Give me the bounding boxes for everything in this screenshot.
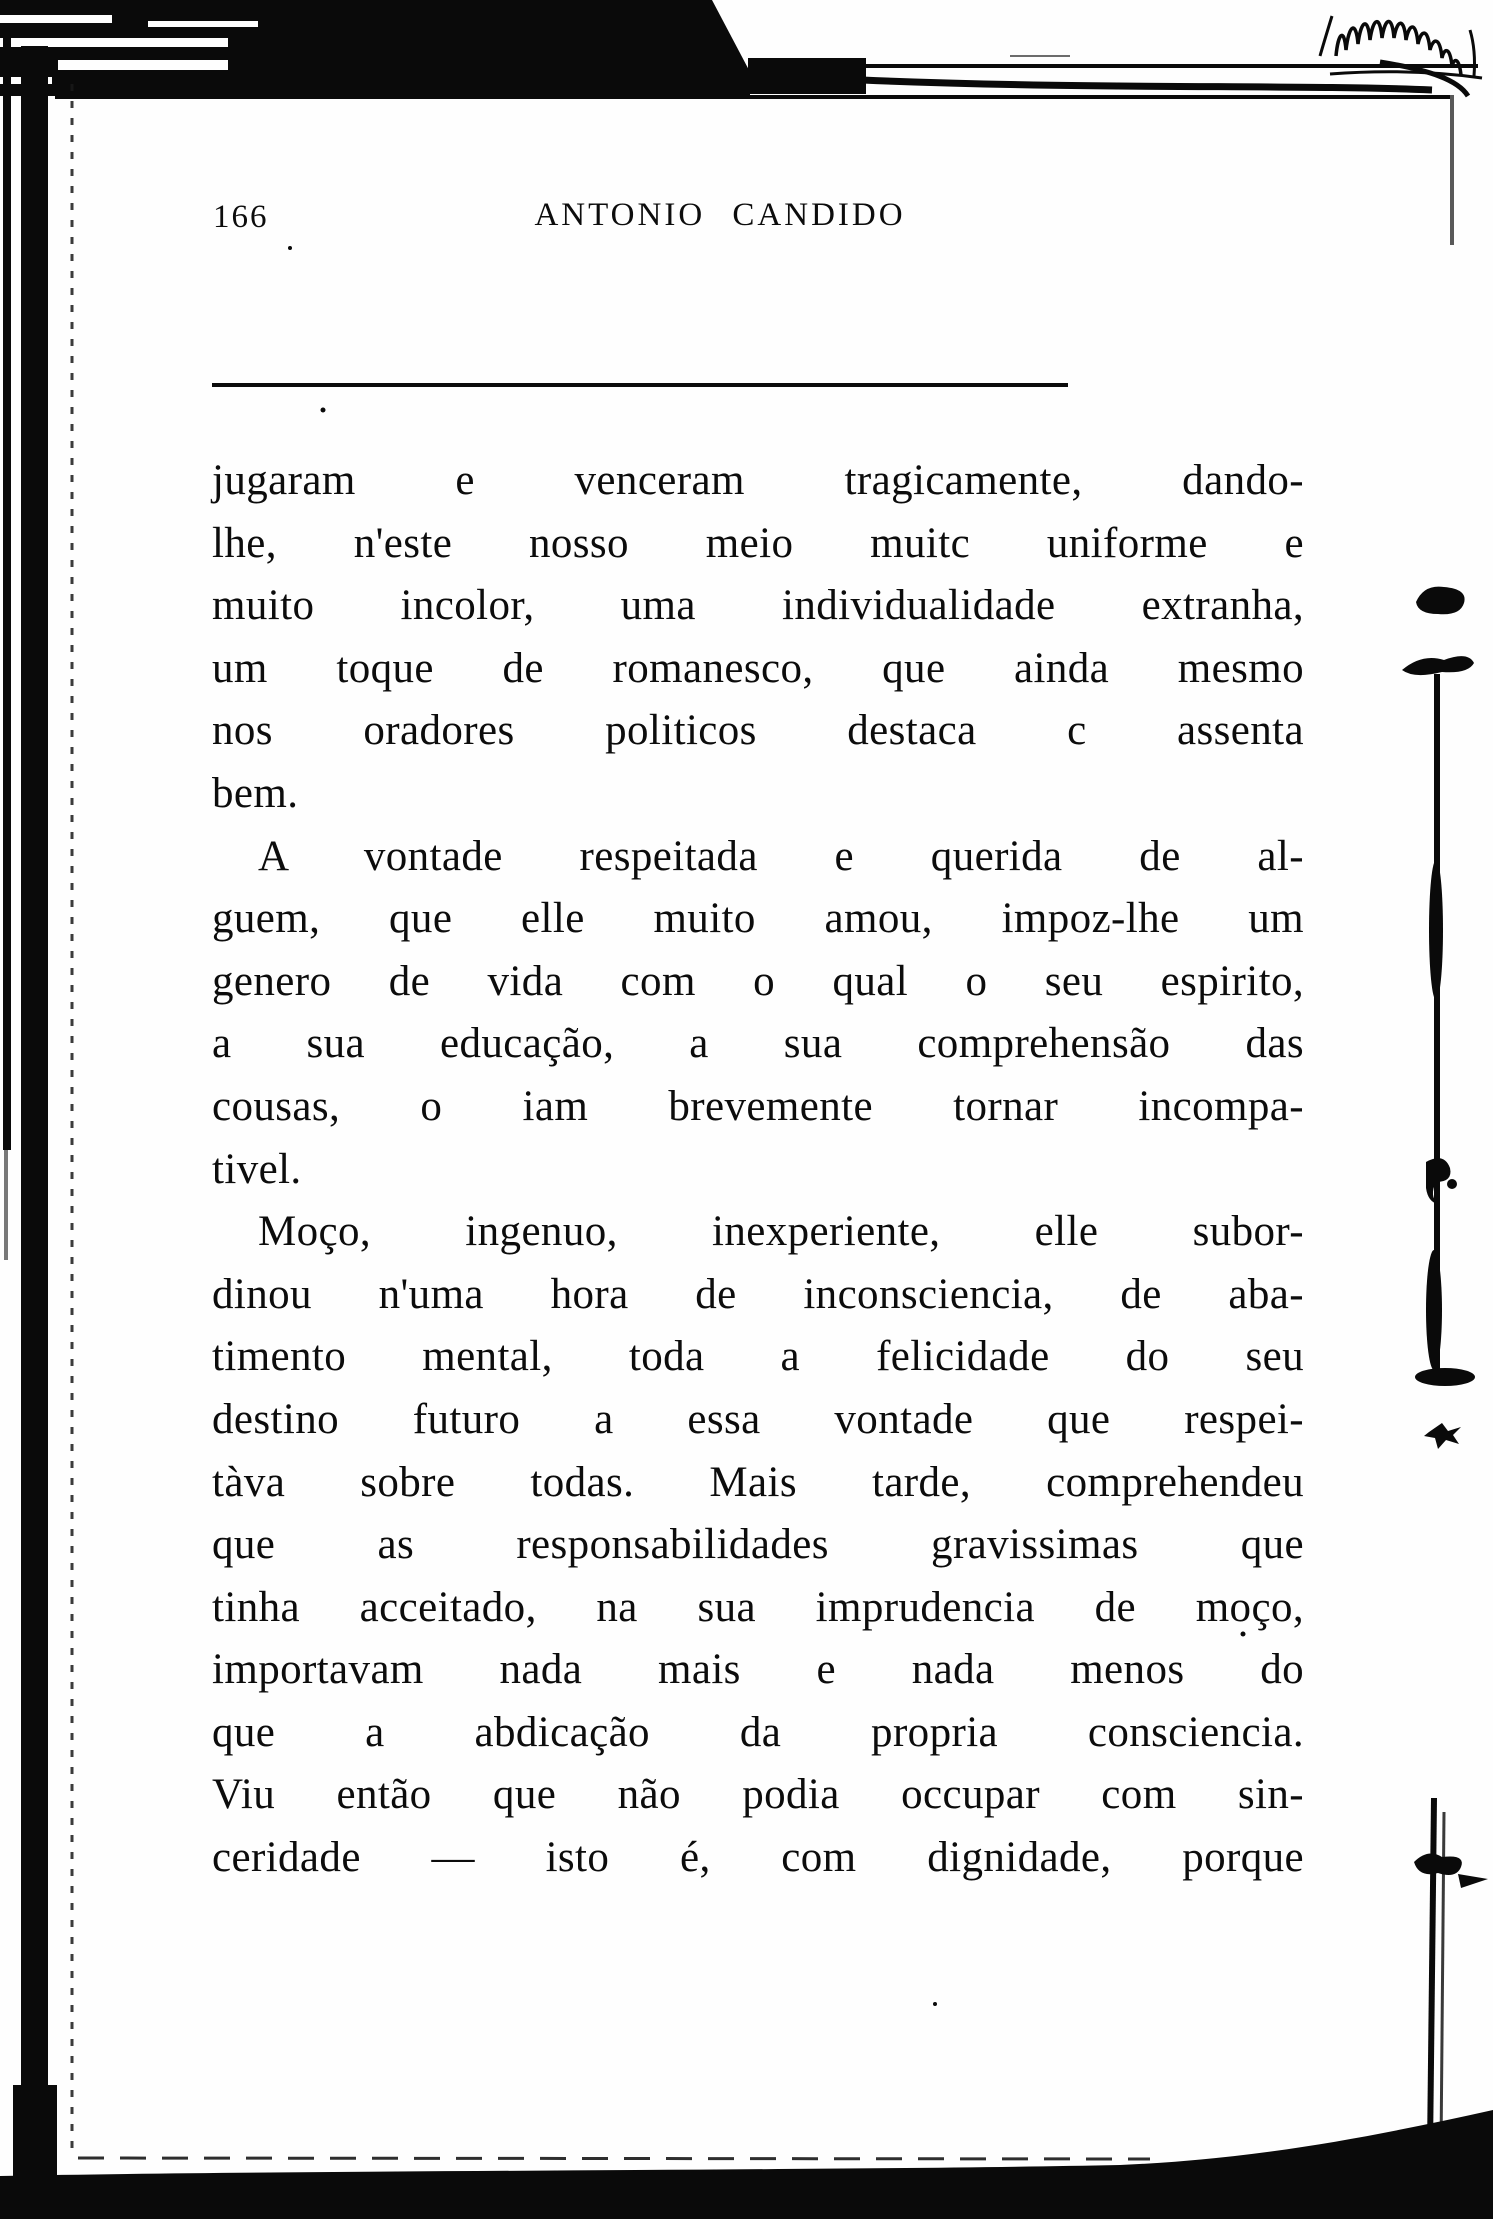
text-line: que a abdicação da propria consciencia. [212,1708,1304,1756]
text-line: ceridade — isto é, com dignidade, porque [212,1834,1304,1882]
scan-artifact-top-streaks [55,56,1478,97]
text-line: Viu então que não podia occupar com sin- [212,1771,1304,1819]
text-line: um toque de romanesco, que ainda mesmo [212,644,1304,692]
text-line: tàva sobre todas. Mais tarde, comprehendeu [212,1458,1304,1506]
text-line: genero de vida com o qual o seu espirito, [212,957,1304,1005]
text-line: timento mental, toda a felicidade do seu [212,1333,1304,1381]
text-line: muito incolor, uma individualidade extranha, [212,582,1304,630]
text-line: jugaram e venceram tragicamente, dando- [212,457,1304,504]
text-line: nos oradores politicos destaca c assenta [212,707,1304,755]
margin-ink-marks [1402,587,1488,2150]
left-binding-bars [3,26,72,2196]
page-text [212,450,1304,1890]
text-line: A vontade respeitada e querida de al- [258,832,1304,880]
scan-artifact-top-band [0,0,866,96]
running-header: ANTONIO CANDIDO [534,197,906,233]
header-rule [212,383,1068,387]
text-line: destino futuro a essa vontade que respei- [212,1395,1304,1443]
text-line: cousas, o iam brevemente tornar incompa- [212,1082,1304,1130]
text-line: a sua educação, a sua comprehensão das [212,1020,1304,1068]
text-line: importavam nada mais e nada menos do [212,1646,1304,1694]
text-line: tivel. [212,1145,302,1193]
text-line: dinou n'uma hora de inconsciencia, de aba- [212,1270,1304,1318]
corner-scribble-marks [1320,16,1482,78]
page-number: 166 [213,199,269,235]
text-line: Moço, ingenuo, inexperiente, elle subor- [258,1208,1304,1256]
text-line: tinha acceitado, na sua imprudencia de moço, [212,1583,1304,1631]
scan-artifact-bottom-band [0,2110,1493,2219]
text-line: guem, que elle muito amou, impoz-lhe um [212,895,1304,943]
text-line: lhe, n'este nosso meio muitc uniforme e [212,519,1304,567]
text-line: que as responsabilidades gravissimas que [212,1521,1304,1569]
text-line: bem. [212,769,299,817]
